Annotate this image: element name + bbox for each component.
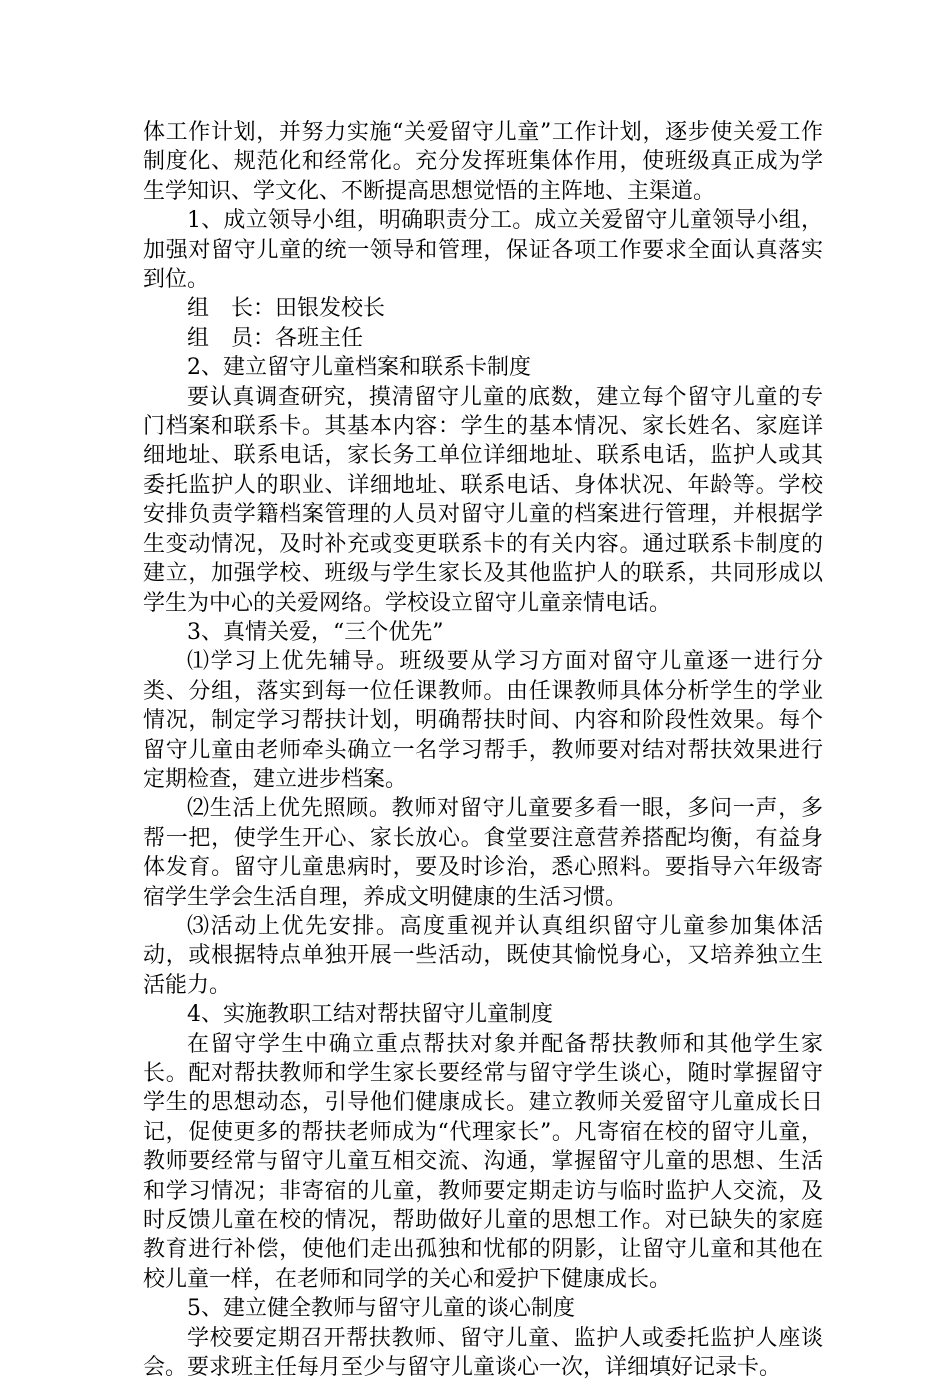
paragraph-intro-continuation: 体工作计划，并努力实施“关爱留守儿童”工作计划，逐步使关爱工作制度化、规范化和经常化。充分发挥班集体作用，使班级真正成为学生学知识、学文化、不断提高思想觉悟的主阵地、主渠道。	[143, 120, 823, 204]
section-5-heading: 5、建立健全教师与留守儿童的谈心制度	[187, 1296, 575, 1322]
document-page	[143, 118, 823, 1382]
section-1-leadership-group: 1、成立领导小组，明确职责分工。成立关爱留守儿童领导小组，加强对留守儿童的统一领导和管理，保证各项工作要求全面认真落实到位。	[143, 208, 823, 293]
section-5-body: 学校要定期召开帮扶教师、留守儿童、监护人或委托监护人座谈会。要求班主任每月至少与留守儿童谈心一次，详细填好记录卡。	[143, 1325, 823, 1381]
section-4-heading: 4、实施教职工结对帮扶留守儿童制度	[187, 1002, 553, 1028]
section-2-body: 要认真调查研究，摸清留守儿童的底数，建立每个留守儿童的专门档案和联系卡。其基本内容：学生的基本情况、家长姓名、家庭详细地址、联系电话，家长务工单位详细地址、联系电话，监护人或其委托监护人的职业、详细地址、联系电话、身体状况、年龄等。学校安排负责学籍档案管理的人员对留守儿童的档案进行管理，并根据学生变动情况，及时补充或变更联系卡的有关内容。通过联系卡制度的建立，加强学校、班级与学生家长及其他监护人的联系，共同形成以学生为中心的关爱网络。学校设立留守儿童亲情电话。	[143, 384, 823, 616]
section-4-body: 在留守学生中确立重点帮扶对象并配备帮扶教师和其他学生家长。配对帮扶教师和学生家长要经常与留守学生谈心，随时掌握留守学生的思想动态，引导他们健康成长。建立教师关爱留守儿童成长日记，促使更多的帮扶老师成为“代理家长”。凡寄宿在校的留守儿童，教师要经常与留守儿童互相交流、沟通，掌握留守儿童的思想、生活和学习情况；非寄宿的儿童，教师要定期走访与临时监护人交流，及时反馈儿童在校的情况，帮助做好儿童的思想工作。对已缺失的家庭教育进行补偿，使他们走出孤独和忧郁的阴影，让留守儿童和其他在校儿童一样，在老师和同学的关心和爱护下健康成长。	[143, 1031, 823, 1292]
section-3-item-2: ⑵生活上优先照顾。教师对留守儿童要多看一眼，多问一声，多帮一把，使学生开心、家长放心。食堂要注意营养搭配均衡，有益身体发育。留守儿童患病时，要及时诊治，悉心照料。要指导六年级寄宿学生学会生活自理，养成文明健康的生活习惯。	[143, 796, 823, 910]
section-3-item-3: ⑶活动上优先安排。高度重视并认真组织留守儿童参加集体活动，或根据特点单独开展一些活动，既使其愉悦身心，又培养独立生活能力。	[143, 913, 823, 998]
section-2-heading: 2、建立留守儿童档案和联系卡制度	[187, 355, 531, 381]
section-3-item-1: ⑴学习上优先辅导。班级要从学习方面对留守儿童逐一进行分类、分组，落实到每一位任课教师。由任课教师具体分析学生的学业情况，制定学习帮扶计划，明确帮扶时间、内容和阶段性效果。每个留守儿童由老师牵头确立一名学习帮手，教师要对结对帮扶效果进行定期检查，建立进步档案。	[143, 649, 823, 792]
section-3-heading: 3、真情关爱，“三个优先”	[187, 619, 444, 645]
group-members-line: 组 员：各班主任	[187, 325, 364, 351]
group-leader-line: 组 长：田银发校长	[187, 296, 386, 322]
